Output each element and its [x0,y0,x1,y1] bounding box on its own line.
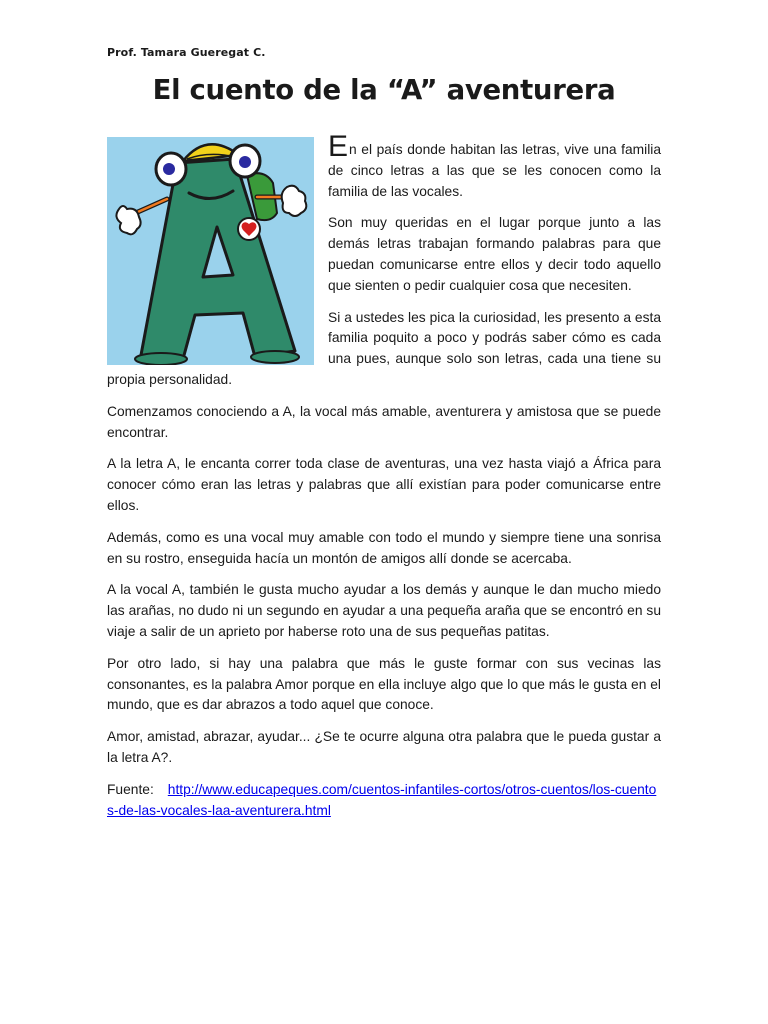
paragraph-3: Si a ustedes les pica la curiosidad, les presento a esta familia poquito a poco y podrás saber cómo es cada una pues, aunque solo son letras, cada una tiene su propia personalidad. [107,309,661,387]
page-title: El cuento de la “A” aventurera [152,74,616,106]
source-line [107,780,661,822]
paragraph-6: Además, como es una vocal muy amable con todo el mundo y siempre tiene una sonrisa en su rostro, enseguida hacía un montón de amigos allí donde se acercaba. [107,529,661,566]
paragraph-1-text: n el país donde habitan las letras, vive una familia de cinco letras a las que se les conocen como la familia de las vocales. [328,142,661,199]
source-label: Fuente: [107,781,154,797]
paragraph-8: Por otro lado, si hay una palabra que más le guste formar con sus vecinas las consonantes, es la palabra Amor porque en ella incluye algo que lo que más le gusta en el mundo, que es dar abrazos a todo aquel que conoce. [107,655,661,713]
paragraph-5: A la letra A, le encanta correr toda clase de aventuras, una vez hasta viajó a África para conocer cómo eran las letras y palabras que allí existían para poder comunicarse entre ellos. [107,456,661,513]
paragraph-7: A la vocal A, también le gusta mucho ayudar a los demás y aunque le dan mucho miedo las arañas, no dudo ni un segundo en ayudar a una pequeña araña que se encontró en su viaje a salir de un aprieto por haberse roto una de sus pequeñas patitas. [107,582,661,639]
paragraph-2: Son muy queridas en el lugar porque junto a las demás letras trabajan formando palabras para que puedan comunicarse entre ellos y decir todo aquello que sienten o pedir cualquier cosa que necesiten. [328,215,661,293]
source-link[interactable]: http://www.educapeques.com/cuentos-infantiles-cortos/otros-cuentos/los-cuentos-de-las-vocales-laa-aventurera.html [107,781,657,818]
author-name: Prof. Tamara Gueregat C. [107,46,266,59]
paragraph-4: Comenzamos conociendo a A, la vocal más amable, aventurera y amistosa que se puede encontrar. [107,403,661,440]
drop-cap: E [328,130,349,163]
letter-a-character-icon [107,137,314,365]
paragraph-9: Amor, amistad, abrazar, ayudar... ¿Se te ocurre alguna otra palabra que le pueda gustar a la letra A?. [107,729,661,765]
